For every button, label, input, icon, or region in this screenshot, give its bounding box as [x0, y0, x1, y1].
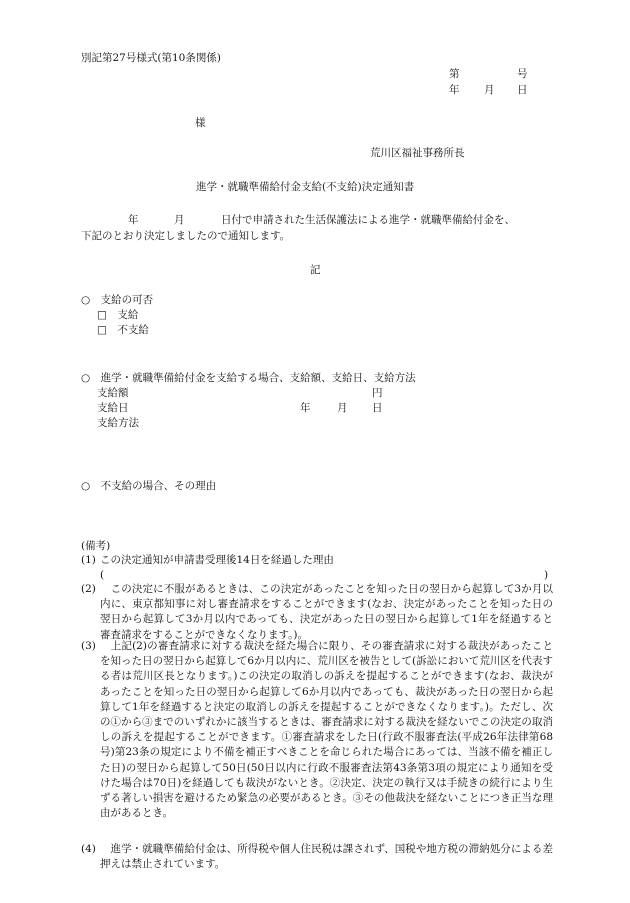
note-1-open-paren: (	[100, 569, 105, 581]
notice-number-prefix: 第	[449, 68, 460, 80]
note-1-text: この決定通知が申請書受理後14日を経過した理由	[100, 554, 334, 566]
note-4-text: 進学・就職準備給付金は、所得税や個人住民税は課されず、国税や地方税の滞納処分による差押えは禁止されています。	[100, 843, 553, 871]
intro-year: 年	[128, 214, 139, 226]
payment-date-month: 月	[337, 402, 348, 414]
addressee-suffix: 様	[195, 117, 206, 129]
issue-date-day: 日	[517, 84, 528, 96]
ki-heading: 記	[310, 264, 321, 276]
issuer-name: 荒川区福祉事務所長	[370, 147, 465, 159]
payment-date-label: 支給日	[97, 402, 129, 414]
section-payment-heading: ○ 進学・就職準備給付金を支給する場合、支給額、支給日、支給方法	[81, 372, 416, 384]
note-4-number: (4)	[81, 843, 96, 855]
payment-amount-label: 支給額	[97, 387, 129, 399]
intro-text-line2: 下記のとおり決定しましたので通知します。	[81, 230, 291, 242]
note-1-close-paren: )	[544, 569, 549, 581]
note-2-text: この決定に不服があるときは、この決定があったことを知った日の翌日から起算して3か月以内に、東京都知事に対し審査請求をすることができます(なお、決定があったことを知った日の翌日から起算して3か月以内であっても、決定があった日の翌日から起算して1年を経過すると審査請求をすることができなくなります。)。	[100, 583, 553, 641]
note-2-number: (2)	[81, 583, 96, 595]
page-title: 進学・就職準備給付金支給(不支給)決定通知書	[196, 181, 415, 193]
section-approval-heading: ○ 支給の可否	[81, 294, 154, 306]
checkbox-no-pay[interactable]: □ 不支給	[97, 324, 149, 336]
note-1-number: (1)	[81, 554, 96, 566]
issue-date-month: 月	[484, 84, 495, 96]
note-3-text: 上記(2)の審査請求に対する裁決を経た場合に限り、その審査請求に対する裁決があったことを知った日の翌日から起算して6か月以内に、荒川区を被告として(訴訟において荒川区を代表する者は荒川区長となります。)この決定の取消しの訴えを提起することができます(なお、裁決があったことを知った日の翌日から起算して6か月以内であっても、裁決があった日の翌日から起算して1年を経過すると決定の取消しの訴えを提起することができなくなります。)。ただし、次の①から③までのいずれかに該当するときは、審査請求に対する裁決を経ないでこの決定の取消しの訴えを提起することができます。①審査請求をした日(行政不服審査法(平成26年法律第68号)第23条の規定により不備を補正すべきことを命じられた場合にあっては、当該不備を補正した日)の翌日から起算して50日(50日以内に行政不服審査法第43条第3項の規定により通知を受けた場合は70日)を経過しても裁決がないとき。②決定、決定の執行又は手続きの続行により生ずる著しい損害を避けるため緊急の必要があるとき。③その他裁決を経ないことにつき正当な理由があるとき。	[100, 640, 553, 820]
issue-date-year: 年	[449, 84, 460, 96]
payment-date-year: 年	[300, 402, 311, 414]
payment-date-day: 日	[372, 402, 383, 414]
intro-month: 月	[174, 214, 185, 226]
intro-text-line1: 日付で申請された生活保護法による進学・就職準備給付金を、	[221, 214, 515, 226]
checkbox-pay[interactable]: □ 支給	[97, 309, 139, 321]
notes-heading: (備考)	[81, 540, 111, 552]
notice-number-suffix: 号	[517, 68, 528, 80]
form-label: 別記第27号様式(第10条関係)	[81, 52, 221, 64]
section-refusal-heading: ○ 不支給の場合、その理由	[81, 480, 217, 492]
payment-amount-unit: 円	[372, 387, 383, 399]
note-3-number: (3)	[81, 640, 96, 652]
payment-method-label: 支給方法	[97, 417, 139, 429]
